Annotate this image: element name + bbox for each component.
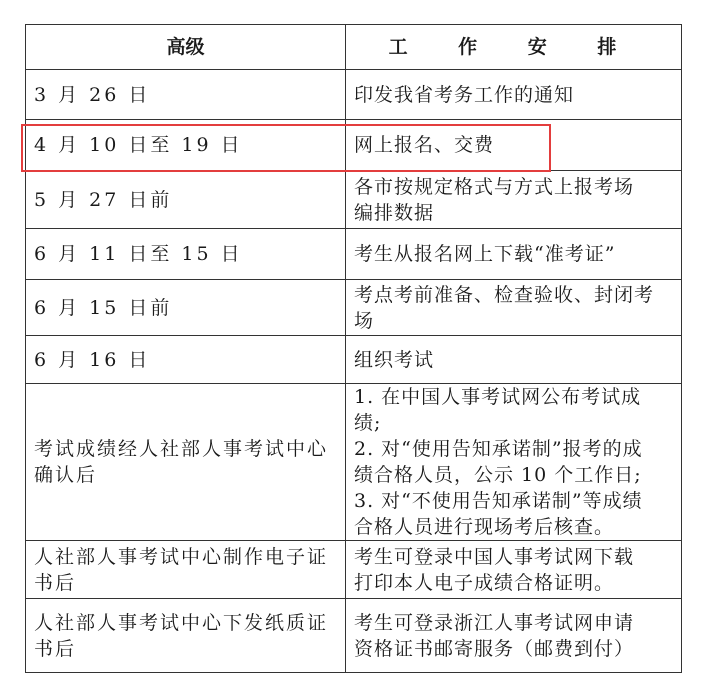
row-work xyxy=(346,171,682,229)
table-row xyxy=(26,70,682,120)
work-line: 考生从报名网上下载“准考证” xyxy=(354,243,616,265)
table-row xyxy=(26,336,682,384)
table-row xyxy=(26,280,682,336)
work-line: 合格人员进行现场考后核查。 xyxy=(354,516,615,538)
work-line: 3. 对“不使用告知承诺制”等成绩 xyxy=(354,490,643,512)
header-level: 高级 xyxy=(26,25,346,70)
row-work xyxy=(346,541,682,599)
work-line: 绩; xyxy=(354,412,382,434)
table-row xyxy=(26,120,682,171)
work-line: 资格证书邮寄服务（邮费到付） xyxy=(354,637,635,660)
work-line: 考生可登录中国人事考试网下载 xyxy=(354,545,635,568)
work-line: 打印本人电子成绩合格证明。 xyxy=(354,571,615,594)
work-line: 2. 对“使用告知承诺制”报考的成 xyxy=(354,438,643,460)
row-work xyxy=(346,384,682,541)
row-date: 5 月 27 日前 xyxy=(26,171,346,229)
work-line: 1. 在中国人事考试网公布考试成 xyxy=(354,386,642,408)
row-date: 6 月 15 日前 xyxy=(26,280,346,336)
row-date: 6 月 16 日 xyxy=(26,336,346,384)
table-row xyxy=(26,599,682,673)
work-line: 各市按规定格式与方式上报考场 xyxy=(354,175,635,198)
work-line: 网上报名、交费 xyxy=(354,134,495,156)
work-line: 考点考前准备、检查验收、封闭考 xyxy=(354,283,655,306)
header-work-arrangement: 工 作 安 排 xyxy=(346,25,682,70)
row-date: 人社部人事考试中心制作电子证书后 xyxy=(26,541,346,599)
table-row xyxy=(26,229,682,280)
row-date: 人社部人事考试中心下发纸质证书后 xyxy=(26,599,346,673)
work-line: 编排数据 xyxy=(354,201,435,224)
row-date: 4 月 10 日至 19 日 xyxy=(26,120,346,171)
row-date: 3 月 26 日 xyxy=(26,70,346,120)
work-line: 考生可登录浙江人事考试网申请 xyxy=(354,611,635,634)
table-header-row xyxy=(26,25,682,70)
row-work xyxy=(346,280,682,336)
work-line: 场 xyxy=(354,309,375,332)
row-work xyxy=(346,70,682,120)
table-row xyxy=(26,171,682,229)
row-work xyxy=(346,599,682,673)
work-line: 绩合格人员，公示 10 个工作日; xyxy=(354,464,642,486)
row-work xyxy=(346,229,682,280)
row-date: 考试成绩经人社部人事考试中心确认后 xyxy=(26,384,346,541)
row-work xyxy=(346,120,682,171)
row-work xyxy=(346,336,682,384)
table-row xyxy=(26,541,682,599)
work-line: 组织考试 xyxy=(354,348,435,371)
table-row xyxy=(26,384,682,541)
row-date: 6 月 11 日至 15 日 xyxy=(26,229,346,280)
exam-schedule-table xyxy=(25,24,682,673)
work-line: 印发我省考务工作的通知 xyxy=(354,83,575,106)
